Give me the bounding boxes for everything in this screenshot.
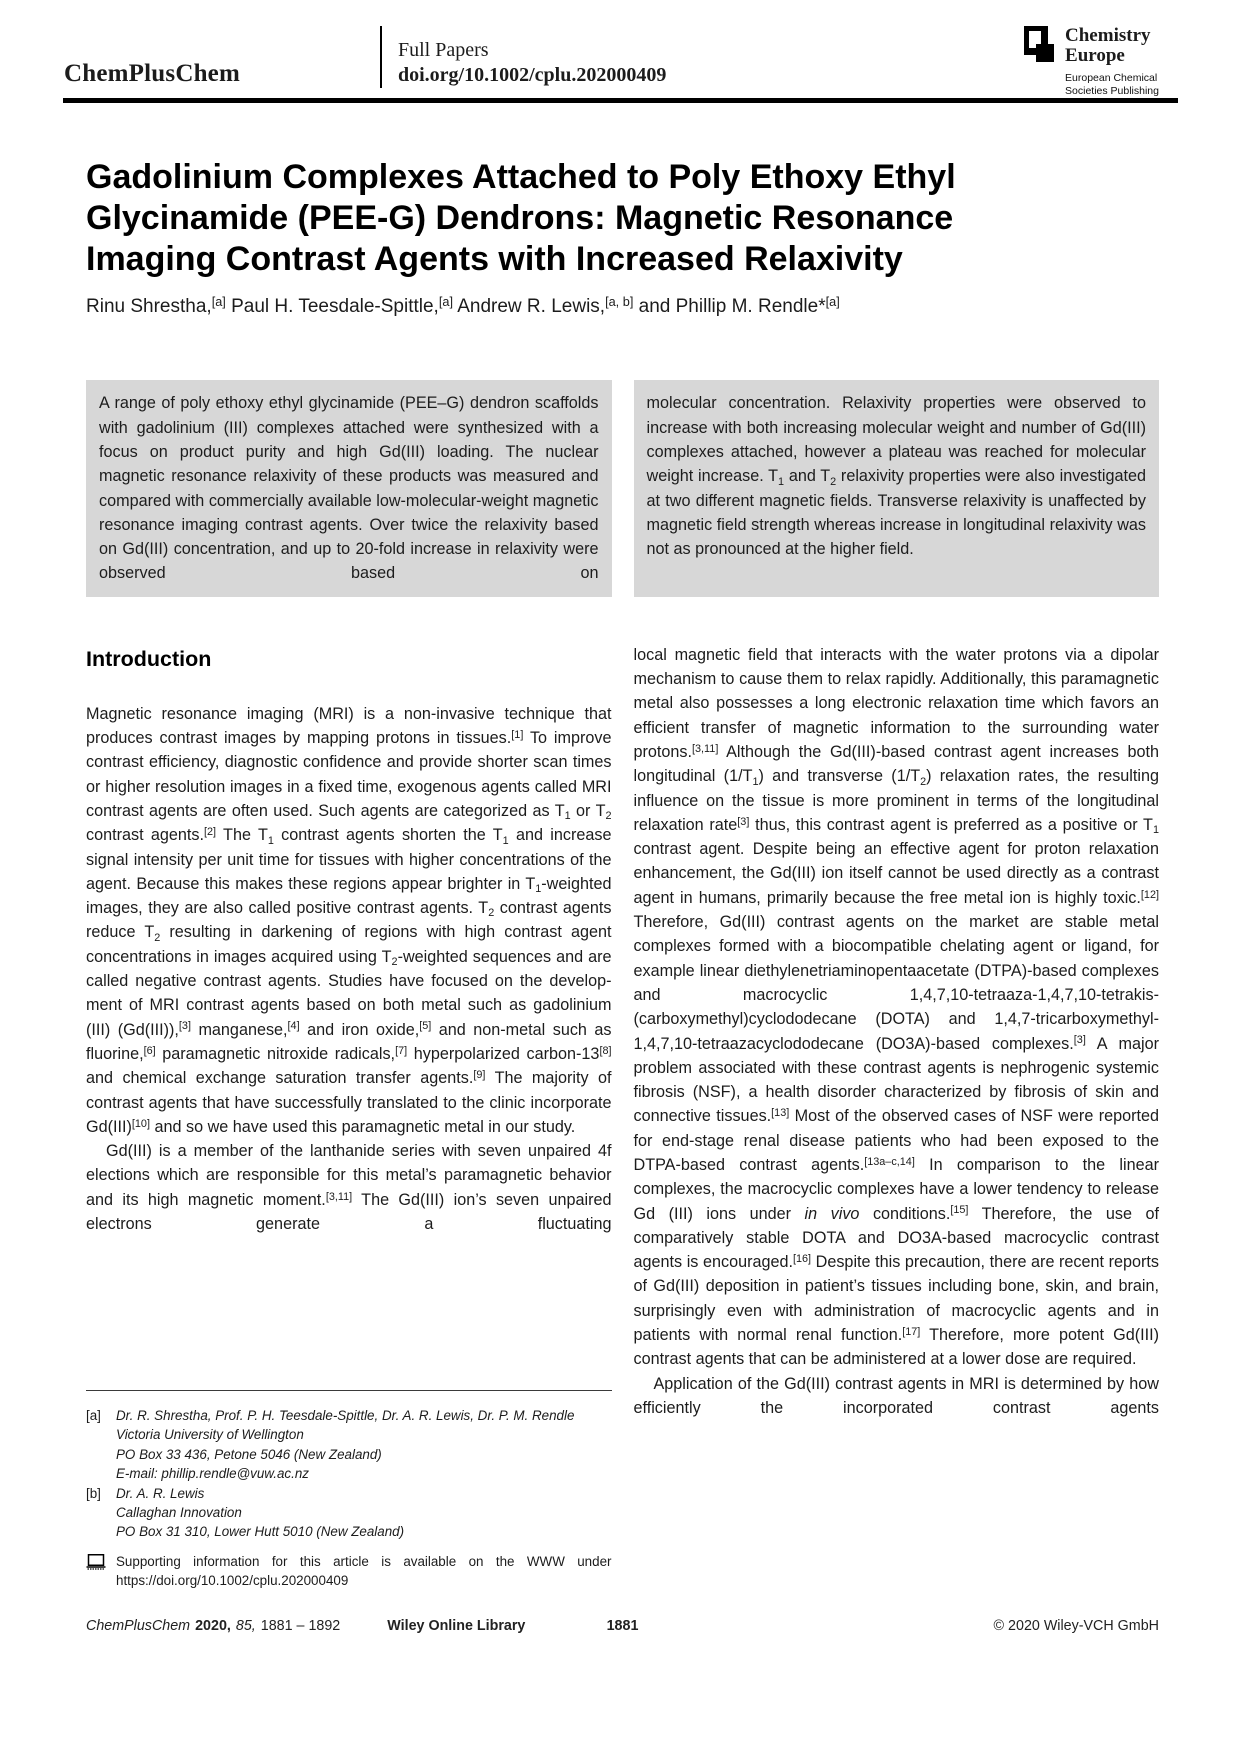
page-header	[64, 24, 1159, 97]
computer-icon	[86, 1552, 116, 1591]
intro-paragraph-4: Application of the Gd(III) contrast agents in MRI is determined by how efficiently the incorporated contrast agents	[633, 1374, 1159, 1417]
publisher-logo	[1024, 24, 1159, 97]
logo-name-line2: Europe	[1065, 44, 1125, 66]
footer-copyright: © 2020 Wiley-VCH GmbH	[993, 1618, 1159, 1634]
supporting-text: Supporting information for this article is available on the WWW under	[116, 1553, 612, 1569]
supporting-information-note	[86, 1552, 612, 1591]
chemistry-europe-logo-icon	[1024, 26, 1056, 77]
title-line-1: Gadolinium Complexes Attached to Poly Ethoxy Ethyl	[86, 158, 956, 196]
footnote-b-label: [b]	[86, 1485, 101, 1501]
author-list: Rinu Shrestha,[a] Paul H. Teesdale-Spittle,[a] Andrew R. Lewis,[a, b] and Phillip M. Rendle*[a]	[86, 294, 840, 318]
section-heading-introduction: Introduction	[86, 646, 212, 671]
footer-volume: 85,	[235, 1618, 256, 1634]
abstract	[86, 380, 1159, 596]
page-number: 1881	[606, 1618, 639, 1634]
intro-paragraph-1: Magnetic resonance imaging (MRI) is a non-invasive technique that produces contrast images by mapping protons in tissues.[1] To improve contrast efficiency, diagnostic confidence and provide shorter scan times or higher resolution images in a fixed time, exogenous agents called MRI contrast agents are often used. Such agents are categorized as $T_1$ or $T_2$ contrast agents.[2] The $T_1$ contrast agents shorten the $T_1$ and increase signal intensity per unit time for tissues with higher concentrations of the agent. Because this makes these regions appear brighter in $T_1$-weighted images, they are also called positive contrast agents. $T_2$ contrast agents reduce $T_2$ resulting in darkening of regions with high contrast agent concentrations in images acquired using $T_2$-weighted sequences and are called negative contrast agents. Studies have focused on the development of MRI contrast agents based on both metal such as gadolinium (III) (Gd(III)),[3] manganese,[4] and iron oxide,[5] and non-metal such as fluorine,[6] paramagnetic nitroxide radicals,[7] hyperpolarized carbon-13[8] and chemical exchange saturation transfer agents.[9] The majority of contrast agents that have successfully translated to the clinic incorporate Gd(III)[10] and so we have used this paramagnetic metal in our study.	[86, 704, 612, 1136]
footnote-a-line-2: Victoria University of Wellington	[116, 1427, 304, 1443]
body-left-column	[86, 643, 612, 1591]
page-footer	[86, 1618, 1159, 1634]
title-line-3: Imaging Contrast Agents with Increased Relaxivity	[86, 239, 903, 278]
footer-citation	[86, 1618, 607, 1634]
author-footnotes	[86, 1390, 612, 1591]
article-body	[86, 643, 1159, 1591]
footnote-b-body	[116, 1484, 404, 1542]
supporting-information-text	[116, 1552, 612, 1591]
header-rule	[63, 98, 1178, 103]
footnote-b	[86, 1484, 612, 1542]
body-right-column	[634, 643, 1160, 1591]
publisher-logo-text	[1065, 26, 1159, 98]
footnote-b-line-3: PO Box 31 310, Lower Hutt 5010 (New Zealand)	[116, 1524, 405, 1540]
article-doi: doi.org/10.1002/cplu.202000409	[398, 64, 667, 86]
footnote-a-email[interactable]: E-mail: phillip.rendle@vuw.ac.nz	[116, 1466, 309, 1482]
footnote-b-line-1: Dr. A. R. Lewis	[116, 1485, 205, 1501]
supporting-doi-link[interactable]: https://doi.org/10.1002/cplu.202000409	[116, 1573, 349, 1589]
footnote-a-body	[116, 1406, 574, 1484]
intro-paragraph-2: Gd(III) is a member of the lanthanide series with seven unpaired 4f elections which are responsible for this metal’s paramagnetic behavior and its high magnetic moment.[3,11] The Gd(III) ion’s seven unpaired electrons generate a fluctuating	[86, 1142, 612, 1233]
logo-subtitle	[1065, 72, 1159, 98]
footnote-a	[86, 1406, 612, 1484]
footer-journal: ChemPlusChem	[86, 1618, 191, 1634]
article-type: Full Papers	[398, 39, 489, 61]
abstract-right-column: molecular concentration. Relaxivity properties were observed to increase with both increasing molecular weight and number of Gd(III) complexes attached, however a plateau was reached for molecular weight increase. $T_1$ and $T_2$ relaxivity properties were also investigated at two different magnetic fields. Transverse relaxivity is unaffected by magnetic field strength whereas increase in longitudinal relaxivity was not as pronounced at the higher field.	[634, 380, 1160, 596]
footnote-a-line-3: PO Box 33 436, Petone 5046 (New Zealand)	[116, 1446, 382, 1462]
title-line-2: Glycinamide (PEE-G) Dendrons: Magnetic Resonance	[86, 198, 954, 237]
footnote-a-line-1: Dr. R. Shrestha, Prof. P. H. Teesdale-Spittle, Dr. A. R. Lewis, Dr. P. M. Rendle	[116, 1407, 575, 1423]
article-title	[86, 157, 1159, 279]
intro-paragraph-3: local magnetic field that interacts with the water protons via a dipolar mechanism to cause them to relax rapidly. Additionally, this paramagnetic metal also possesses a long electronic relaxation time which favors an efficient transfer of magnetic information to the surrounding water protons.[3,11] Although the Gd(III)-based contrast agent increases both longitudinal $(1/T_1)$ and transverse $(1/T_2)$ relaxation rates, the resulting influence on the tissue is more prominent in terms of the longitudinal relaxation rate[3] thus, this contrast agent is preferred as a positive or $T_1$ contrast agent. Despite being an effective agent for proton relaxation enhancement, the Gd(III) ion itself cannot be used directly as a contrast agent in humans, primarily because the free metal ion is highly toxic.[12] Therefore, Gd(III) contrast agents on the market are stable metal complexes formed with a biocompatible chelating agent or ligand, for example linear diethylenetriaminopentaacetate (DTPA)-based complexes and macrocyclic 1,4,7,10-tetraaza-1,4,7,10-tetrakis(carboxymethyl)cyclododecane (DOTA) and 1,4,7-tricarboxymethyl-1,4,7,10-tetraazacyclododecane (DO3A)-based complexes.[3] A major problem associated with these contrast agents is nephrogenic systemic fibrosis (NSF), a health disorder characterized by fibrosis of skin and connective tissues.[13] Most of the observed cases of NSF were reported for end-stage renal disease patients who had been exposed to the DTPA-based contrast agents.[13a–c,14] In comparison to the linear complexes, the macrocyclic complexes have a lower tendency to release Gd (III) ions under in vivo conditions.[15] Therefore, the use of comparatively stable DOTA and DO3A-based macrocyclic contrast agents is encouraged.[16] Despite this precaution, there are recent reports of Gd(III) deposition in patient’s tissues including bone, skin, and brain, surprisingly even with administration of macrocyclic agents and in patients with normal renal function.[17] Therefore, more potent Gd(III) contrast agents that can be administered at a lower dose are required.	[633, 645, 1159, 1369]
logo-name-line1: Chemistry	[1065, 25, 1151, 46]
footer-pages: 1881 – 1892	[260, 1618, 341, 1634]
article-type-block	[382, 38, 666, 88]
journal-name: ChemPlusChem	[64, 60, 241, 87]
footer-platform: Wiley Online Library	[387, 1618, 526, 1634]
footnote-b-line-2: Callaghan Innovation	[116, 1505, 242, 1521]
logo-subtitle-line2: Societies Publishing	[1065, 85, 1159, 97]
logo-subtitle-line1: European Chemical	[1065, 71, 1158, 84]
abstract-left-column: A range of poly ethoxy ethyl glycinamide (PEE–G) dendron scaffolds with gadolinium (III) complexes attached were synthesized with a focus on product purity and high Gd(III) loading. The nuclear magnetic resonance relaxivity of these products was measured and compared with commercially available low-molecular-weight magnetic resonance imaging contrast agents. Over twice the relaxivity based on Gd(III) concentration, and up to 20-fold increase in relaxivity were observed based on	[86, 380, 612, 596]
footnote-a-label: [a]	[86, 1407, 101, 1423]
footer-year: 2020,	[195, 1618, 231, 1634]
